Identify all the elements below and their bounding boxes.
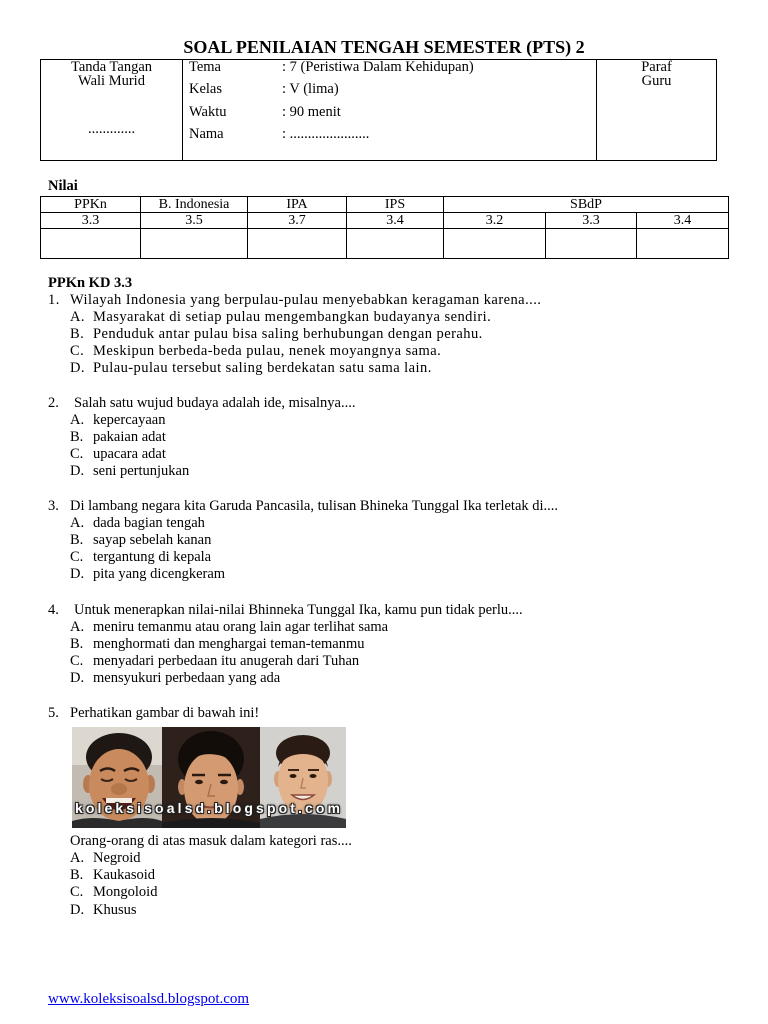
nilai-subject-header: B. Indonesia [141, 197, 248, 213]
info-value-kelas: : V (lima) [282, 80, 339, 97]
nilai-subject-row [41, 197, 729, 213]
nilai-subject-header: SBdP [444, 197, 729, 213]
question-number: 2. [48, 395, 59, 411]
question-line [48, 602, 728, 619]
signature-label-line1: Tanda Tangan [70, 59, 153, 75]
option-letter: A. [70, 515, 85, 531]
info-label-waktu: Waktu [189, 103, 227, 120]
option-b [48, 636, 728, 653]
info-label-nama: Nama [189, 125, 224, 142]
question-prompt: Orang-orang di atas masuk dalam kategori ras.... [70, 832, 352, 849]
info-label-kelas: Kelas [189, 80, 223, 97]
option-letter: B. [70, 326, 85, 342]
option-text: Penduduk antar pulau bisa saling berhubungan dengan perahu. [93, 326, 483, 342]
nilai-score-cell [141, 229, 248, 259]
option-letter: A. [70, 412, 85, 428]
option-d [48, 566, 728, 583]
info-value-tema: : 7 (Peristiwa Dalam Kehidupan) [282, 59, 474, 75]
option-letter: C. [70, 446, 84, 462]
option-a [48, 515, 728, 532]
question-4 [48, 602, 728, 687]
question-number: 4. [48, 602, 59, 618]
question-line [48, 498, 728, 515]
info-value-nama: : ...................... [282, 125, 370, 142]
option-d [48, 360, 728, 377]
option-b [48, 532, 728, 549]
option-text: mensyukuri perbedaan yang ada [93, 670, 281, 686]
question-line [48, 395, 728, 412]
option-c [48, 343, 728, 360]
option-text: Meskipun berbeda-beda pulau, nenek moyangnya sama. [93, 343, 442, 359]
info-label-tema: Tema [189, 59, 221, 75]
option-text: Negroid [93, 849, 141, 866]
nilai-kd-cell: 3.3 [41, 213, 141, 229]
nilai-subject-header: IPA [248, 197, 347, 213]
option-letter: A. [70, 309, 85, 325]
nilai-subject-header: IPS [347, 197, 444, 213]
option-letter: B. [70, 636, 84, 652]
signature-blank: ............. [87, 120, 136, 137]
option-letter: D. [70, 670, 85, 686]
question-text: Di lambang negara kita Garuda Pancasila, tulisan Bhineka Tunggal Ika terletak di.... [70, 498, 559, 514]
option-c [48, 446, 728, 463]
option-letter: C. [70, 343, 85, 359]
option-letter: A. [70, 849, 85, 866]
section-title: PPKn KD 3.3 [48, 275, 133, 291]
option-letter: B. [70, 532, 84, 548]
option-letter: C. [70, 653, 84, 669]
option-text: Kaukasoid [93, 866, 156, 883]
option-a [48, 309, 728, 326]
option-c [48, 549, 728, 566]
question-number: 5. [48, 705, 59, 721]
option-b [48, 867, 728, 884]
option-a [48, 850, 728, 867]
option-c [48, 884, 728, 901]
option-text: Pulau-pulau tersebut saling berdekatan satu sama lain. [93, 360, 432, 376]
option-d [48, 670, 728, 687]
option-letter: D. [70, 360, 85, 376]
option-text: kepercayaan [93, 412, 166, 428]
question-text: Perhatikan gambar di bawah ini! [70, 705, 260, 721]
nilai-kd-cell: 3.2 [444, 213, 546, 229]
option-text: sayap sebelah kanan [93, 532, 212, 548]
question-number: 3. [48, 498, 59, 514]
option-text: menghormati dan menghargai teman-temanmu [93, 636, 365, 652]
question-2 [48, 395, 728, 480]
student-info-cell [183, 60, 597, 160]
nilai-kd-cell: 3.4 [637, 213, 729, 229]
paraf-label-line2: Guru [641, 72, 672, 89]
option-text: menyadari perbedaan itu anugerah dari Tuhan [93, 653, 360, 669]
page-title: SOAL PENILAIAN TENGAH SEMESTER (PTS) 2 [183, 37, 585, 57]
option-text: meniru temanmu atau orang lain agar terlihat sama [93, 619, 389, 635]
option-letter: D. [70, 901, 85, 918]
option-letter: D. [70, 463, 85, 479]
option-letter: B. [70, 866, 84, 883]
question-text: Untuk menerapkan nilai-nilai Bhinneka Tunggal Ika, kamu pun tidak perlu.... [74, 602, 523, 618]
option-letter: C. [70, 549, 84, 565]
nilai-table [40, 196, 729, 259]
signature-cell [41, 60, 183, 160]
nilai-score-cell [41, 229, 141, 259]
nilai-kd-cell: 3.3 [546, 213, 637, 229]
option-text: upacara adat [93, 446, 166, 462]
nilai-score-cell [637, 229, 729, 259]
question-line [48, 705, 728, 722]
question-text: Salah satu wujud budaya adalah ide, misalnya.... [74, 395, 356, 411]
people-photo-strip [72, 727, 346, 828]
signature-label-line2: Wali Murid [78, 72, 145, 89]
nilai-subject-header: PPKn [41, 197, 141, 213]
header-table [40, 59, 717, 161]
option-text: dada bagian tengah [93, 515, 205, 531]
option-text: pita yang dicengkeram [93, 566, 226, 582]
option-a [48, 412, 728, 429]
option-c [48, 653, 728, 670]
option-text: Mongoloid [93, 883, 158, 900]
option-b [48, 326, 728, 343]
option-text: pakaian adat [93, 429, 166, 445]
nilai-kd-cell: 3.5 [141, 213, 248, 229]
nilai-kd-cell: 3.4 [347, 213, 444, 229]
paraf-label-line1: Paraf [641, 59, 672, 75]
footer-website-link[interactable]: www.koleksisoalsd.blogspot.com [48, 991, 250, 1007]
option-d [48, 463, 728, 480]
question-1 [48, 292, 728, 377]
option-b [48, 429, 728, 446]
nilai-label: Nilai [48, 178, 78, 194]
option-text: Masyarakat di setiap pulau mengembangkan budayanya sendiri. [93, 309, 492, 325]
option-letter: D. [70, 566, 85, 582]
question-text: Wilayah Indonesia yang berpulau-pulau menyebabkan keragaman karena.... [70, 292, 542, 308]
teacher-initial-cell [597, 60, 716, 160]
question-line [48, 292, 728, 309]
option-letter: C. [70, 883, 84, 900]
nilai-score-cell [444, 229, 546, 259]
option-d [48, 902, 728, 919]
option-a [48, 619, 728, 636]
nilai-kd-row [41, 213, 729, 229]
option-text: tergantung di kepala [93, 549, 212, 565]
question-prompt-line [48, 833, 728, 850]
nilai-kd-cell: 3.7 [248, 213, 347, 229]
option-text: Khusus [93, 901, 137, 918]
nilai-score-cell [248, 229, 347, 259]
question-number: 1. [48, 292, 60, 308]
option-text: seni pertunjukan [93, 463, 190, 479]
nilai-score-cell [347, 229, 444, 259]
option-letter: B. [70, 429, 84, 445]
nilai-score-cell [546, 229, 637, 259]
info-value-waktu: : 90 menit [282, 103, 341, 120]
nilai-score-row [41, 229, 729, 259]
option-letter: A. [70, 619, 85, 635]
question-3 [48, 498, 728, 583]
question-5 [48, 705, 728, 919]
image-watermark: koleksisoalsd.blogspot.com [75, 800, 344, 816]
